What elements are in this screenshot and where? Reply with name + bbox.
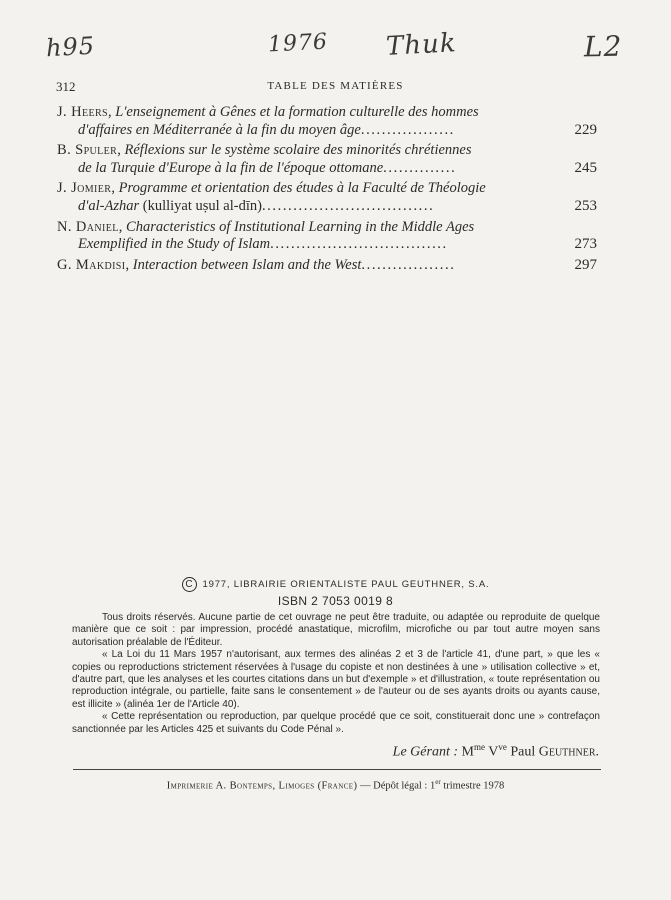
toc-entry-line bbox=[57, 198, 597, 216]
running-title: TABLE DES MATIÈRES bbox=[267, 80, 404, 92]
toc-entry-line: J. Jomier, Programme et orientation des études à la Faculté de Théologie bbox=[57, 180, 486, 197]
legal-paragraph: « La Loi du 11 Mars 1957 n'autorisant, aux termes des alinéas 2 et 3 de l'article 41, d'une part, » que les « copies ou reproductions strictement réservées à l'usage du copiste et non destinées à une » utilisation collective » et, d'autre part, que les analyses et les courtes citations dans un but d'exemple » et d'illustration, « toute représentation ou reproduction intégrale, ou partielle, faite sans le consentement » de l'auteur ou de ses ayants droits ou ayants cause, est illicite » (alinéa 1er de l'Article 40). bbox=[72, 649, 600, 710]
toc-author: J. Heers bbox=[57, 104, 109, 120]
depot-legal-suffix: trimestre 1978 bbox=[440, 780, 505, 792]
depot-legal-prefix: — Dépôt légal : 1 bbox=[357, 780, 436, 792]
toc-entry-line bbox=[57, 160, 597, 178]
toc-entry-spuler bbox=[57, 142, 597, 177]
toc-entry-heers bbox=[57, 104, 597, 139]
toc-entry-line bbox=[57, 236, 597, 254]
publisher-manager bbox=[393, 742, 599, 761]
toc-title-cont: d'affaires en Méditerranée à la fin du moyen âge bbox=[78, 121, 361, 138]
printer-name: Imprimerie A. Bontemps, Limoges (France) bbox=[166, 780, 358, 792]
toc-title: Interaction between Islam and the West bbox=[132, 256, 362, 273]
legal-notice bbox=[72, 612, 600, 736]
toc-entry-line: J. Heers, L'enseignement à Gênes et la formation culturelle des hommes bbox=[57, 104, 479, 120]
toc-title: Programme et orientation des études à la Faculté de Théologie bbox=[118, 180, 486, 197]
toc-leader: .................. bbox=[361, 256, 456, 273]
toc-title-cont: de la Turquie d'Europe à la fin de l'époque ottomane bbox=[78, 159, 384, 176]
legal-paragraph: « Cette représentation ou reproduction, par quelque procédé que ce soit, constituerait donc une » contrefaçon sanctionnée par les Articles 425 et suivants du Code Pénal ». bbox=[72, 711, 600, 735]
copyright-text: 1977, LIBRAIRIE ORIENTALISTE PAUL GEUTHNER, S.A. bbox=[202, 579, 490, 591]
page-number: 312 bbox=[56, 79, 76, 94]
toc-page-number: 229 bbox=[574, 121, 597, 138]
toc-title: Characteristics of Institutional Learning in the Middle Ages bbox=[126, 218, 475, 235]
toc-title-roman: (kulliyat uṣul al-dīn) bbox=[139, 197, 262, 214]
toc-author: J. Jomier bbox=[57, 180, 112, 197]
handwritten-note-middle: Thuk bbox=[385, 28, 458, 62]
toc-title-cont: d'al-Azhar bbox=[78, 197, 140, 214]
printer-imprint bbox=[0, 778, 671, 792]
gerant-label: Le Gérant : bbox=[392, 744, 458, 760]
toc-title-cont: Exemplified in the Study of Islam bbox=[78, 236, 271, 253]
toc-entry-line: G. Makdisi, Interaction between Islam and the West.................. bbox=[57, 256, 456, 273]
toc-author: N. Daniel bbox=[57, 218, 119, 235]
table-of-contents bbox=[57, 104, 597, 277]
toc-leader: .................................. bbox=[270, 236, 448, 253]
toc-author: G. Makdisi bbox=[57, 256, 126, 273]
handwritten-year: 1976 bbox=[267, 29, 329, 58]
legal-paragraph: Tous droits réservés. Aucune partie de cet ouvrage ne peut être traduite, ou adaptée ou reproduite de quelque manière que ce soit : par impression, procédé anastatique, microfilm, microfiche ou par tout autre moyen sans autorisation préalable de l'Éditeur. bbox=[72, 612, 600, 648]
gerant-title-m-sup: me bbox=[473, 742, 485, 752]
gerant-title-m: M bbox=[461, 744, 474, 760]
toc-entry-daniel bbox=[57, 219, 597, 254]
toc-entry-makdisi bbox=[57, 257, 597, 275]
handwritten-note-right: L2 bbox=[583, 29, 623, 64]
toc-title: Réflexions sur le système scolaire des minorités chrétiennes bbox=[124, 142, 472, 159]
toc-entry-jomier bbox=[57, 180, 597, 215]
toc-author: B. Spuler bbox=[57, 142, 118, 159]
toc-entry-line: B. Spuler, Réflexions sur le système scolaire des minorités chrétiennes bbox=[57, 142, 472, 159]
toc-page-number: 245 bbox=[574, 159, 597, 176]
divider bbox=[73, 769, 601, 770]
gerant-title-v: V bbox=[488, 744, 499, 760]
toc-entry-line: N. Daniel, Characteristics of Institutional Learning in the Middle Ages bbox=[57, 218, 475, 235]
gerant-surname: Geuthner. bbox=[538, 744, 599, 760]
handwritten-note-left: h95 bbox=[45, 31, 96, 63]
toc-page-number: 253 bbox=[574, 197, 597, 214]
toc-leader: .................. bbox=[360, 121, 455, 138]
toc-page-number: 297 bbox=[574, 256, 597, 273]
toc-leader: .............. bbox=[383, 159, 457, 176]
isbn: ISBN 2 7053 0019 8 bbox=[277, 594, 394, 608]
toc-entry-line bbox=[57, 122, 597, 140]
toc-leader: ................................. bbox=[261, 197, 435, 214]
copyright-icon: C bbox=[182, 577, 197, 592]
gerant-first-name: Paul bbox=[510, 744, 536, 760]
gerant-title-v-sup: ve bbox=[498, 742, 507, 752]
copyright-line bbox=[0, 577, 671, 592]
toc-title: L'enseignement à Gênes et la formation culturelle des hommes bbox=[115, 104, 479, 120]
depot-legal-sup: er bbox=[435, 778, 441, 786]
toc-page-number: 273 bbox=[574, 236, 597, 253]
